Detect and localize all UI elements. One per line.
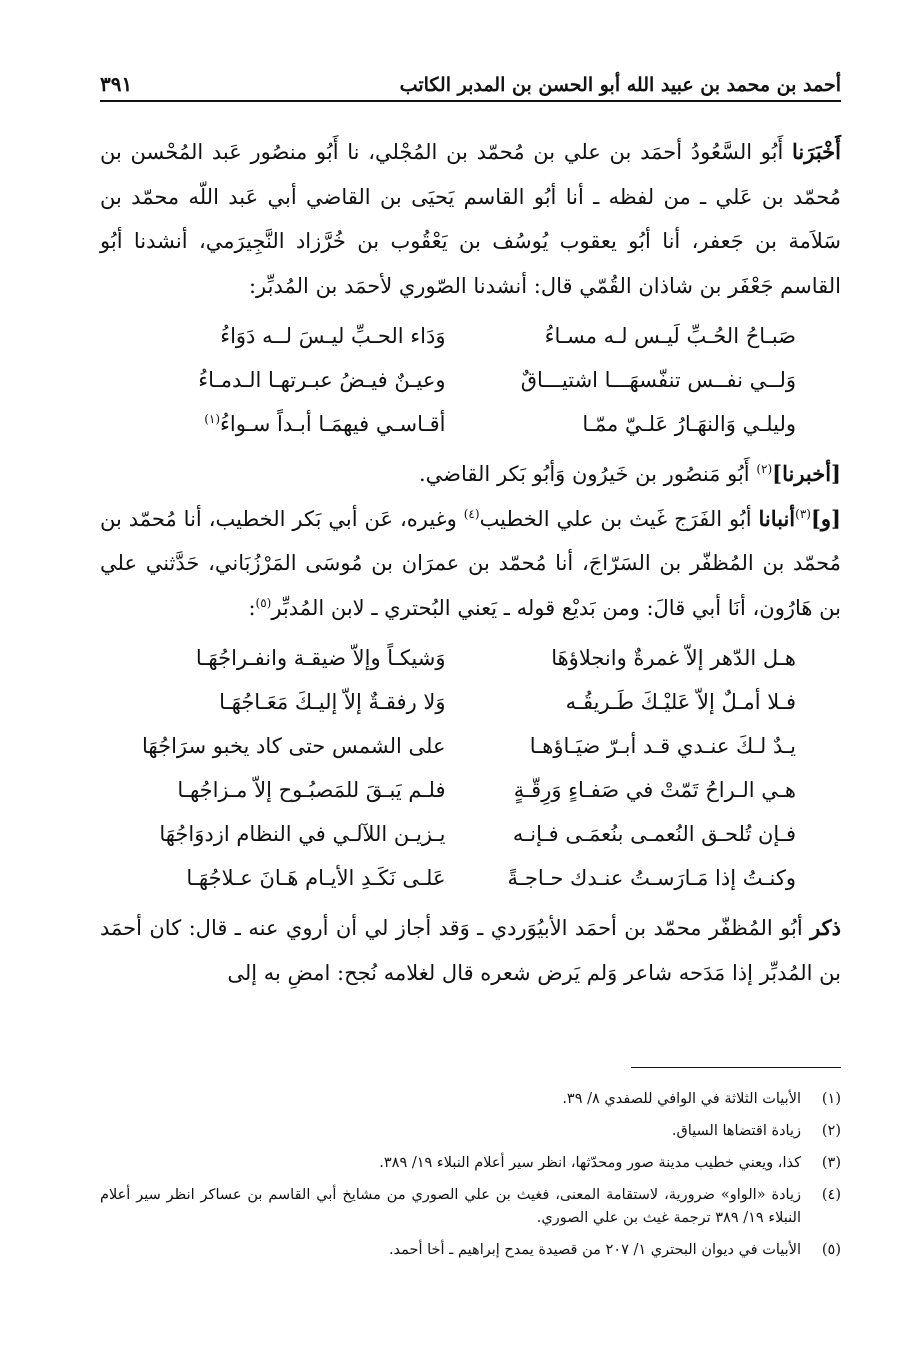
- footnote-divider: [631, 1067, 841, 1068]
- verse-first-hemistich: وَلــي نفــس تنفّسهَـــا اشتيـــاقٌ: [520, 368, 796, 392]
- footnote: [100, 1184, 841, 1230]
- footnote-text: الأبيات في ديوان البحتري ١/ ٢٠٧ من قصيدة يمدح إبراهيم ـ أخا أحمد.: [388, 1242, 801, 1258]
- verse-second-hemistich: وَدَاء الحـبِّ ليـسَ لــه دَوَاءُ: [220, 324, 446, 348]
- footnote-text: زيادة اقتضاها السياق.: [671, 1123, 801, 1139]
- verse-second-hemistich: وعيـنٌ فيـضُ عبـرتهـا الـدمـاءُ: [198, 368, 446, 392]
- verse-first-hemistich: يـدٌ لـكَ عنـدي قـد أبـرّ ضيَـاؤهـا: [529, 734, 796, 758]
- footnotes: [100, 1088, 841, 1271]
- footnote: [100, 1152, 841, 1175]
- footnote-text: كذا، ويعني خطيب مدينة صور ومحدّثها، انظر سير أعلام النبلاء ١٩/ ٣٨٩.: [379, 1155, 801, 1171]
- footnote-number: (١): [821, 1091, 841, 1107]
- footnote-number: (٤): [821, 1187, 841, 1203]
- paragraph-2: [100, 452, 841, 497]
- paragraph-3: [100, 497, 841, 631]
- footnote-marker: (٤): [463, 506, 480, 521]
- page-number: ٣٩١: [100, 72, 133, 96]
- verse-second-hemistich: وَشيكـاً وإلاّ ضيقـة وانفـراجُهَـا: [195, 646, 446, 670]
- poem-2: [100, 636, 841, 900]
- footnote-number: (٥): [821, 1242, 841, 1258]
- verse-second-hemistich: [135, 402, 446, 446]
- paragraph-1: [100, 130, 841, 308]
- footnote-marker: (٢): [756, 462, 773, 476]
- verse-second-hemistich: وَلا رفقـةٌ إلاّ إليـكَ مَعَـاجُهَـا: [219, 690, 446, 714]
- verse-second-hemistich: عَلـى نَكَـدِ الأيـام هَـانَ عـلاجُهَـا: [186, 866, 446, 890]
- paragraph-lead-word: ذكر: [810, 915, 841, 940]
- verse-first-hemistich: وليلـي وَالنهَـارُ عَلـيّ ممّـا: [582, 412, 796, 436]
- footnote-marker: (١): [204, 412, 221, 426]
- paragraph-4: [100, 906, 841, 995]
- main-text: [100, 130, 841, 995]
- paragraph-text: أبُو الفَرَج غَيث بن علي الخطيب: [479, 506, 759, 531]
- paragraph-text: أَبُو السَّعُودُ أحمَد بن علي بن مُحمّد بن المُجْلي، نا أَبُو منصُور عَبد المُحْسن بن مُحمّد بن عَلي ـ من لفظه ـ أنا أبُو القاسم يَحيَى بن القاضي أبي عَبد اللّه محمّد بن سَلاَمة بن جَعفر، أنا أبُو يعقوب يُوسُف بن يَعْقُوب بن خُرَّزاد النَّجِيرَمي، أنشدنا أبُو القاسم جَعْفَر بن شاذان القُمّي قال: أنشدنا الصّوري لأحمَد بن المُدبِّر:: [100, 140, 841, 298]
- footnote: [100, 1120, 841, 1143]
- verse-second-hemistich: يـزيـن اللآلـي في النظام ازدوَاجُهَا: [159, 822, 446, 846]
- footnote-text: الأبيات الثلاثة في الوافي للصفدي ٨/ ٣٩.: [562, 1091, 801, 1107]
- verse-first-hemistich: فـلا أمـلٌ إلاّ عَليْـكَ طَـريقُـه: [565, 690, 796, 714]
- verse-first-hemistich: فـإن تُلحـق النُعمـى بنُعمَـى فـإنـه: [512, 822, 796, 846]
- verse-first-hemistich: هـل الدّهر إلاّ غمرةٌ وانجلاؤهَا: [551, 646, 796, 670]
- paragraph-lead-word: [أخبرنا]: [772, 461, 841, 486]
- paragraph-text: :: [248, 595, 256, 620]
- poem-1: [100, 314, 841, 446]
- footnote-marker: (٥): [255, 595, 272, 610]
- footnote-text: زيادة «الواو» ضرورية، لاستقامة المعنى، فغيث بن علي الصوري من مشايخ أبي القاسم بن عساكر انظر سير أعلام النبلاء ١٩/ ٣٨٩ ترجمة غيث بن علي الصوري.: [100, 1187, 801, 1226]
- footnote-marker: (٣): [795, 506, 811, 521]
- verse-text: أقـاسـي فيهمَـا أبـداً سـواءُ: [220, 412, 446, 436]
- verse-second-hemistich: فلـم يَبـقَ للمَصبُـوح إلاّ مـزاجُهـا: [177, 778, 446, 802]
- footnote-number: (٢): [821, 1123, 841, 1139]
- paragraph-text: أبُو المُظفّر محمّد بن أحمَد الأبيُوَردي ـ وَقد أجاز لي أن أروي عنه ـ قال: كان أحمَد بن المُدبِّر إذا مَدَحه شاعر وَلم يَرض شعره قال لغلامه نُجح: امضِ به إلى: [100, 916, 841, 985]
- paragraph-lead-word: أنبانا: [758, 505, 796, 531]
- footnote: [100, 1088, 841, 1111]
- verse-first-hemistich: صَبـاحُ الحُـبِّ لَيـس لـه مسـاءُ: [544, 324, 796, 348]
- footnote: [100, 1239, 841, 1262]
- paragraph-text: وغيره، عَن أبي بَكر الخطيب، أنا مُحمّد بن مُحمّد بن المُظفّر بن السَرّاجَ، أنا مُحمّد بن عمرَان بن مُوسَى المَرْزُبَاني، حَدَّثني علي بن هَارُون، أنَا أبي قالَ: ومن بَديْع قوله ـ يَعني البُحتري ـ لابن المُدبِّر: [100, 506, 841, 620]
- header-title: أحمد بن محمد بن عبيد الله أبو الحسن بن المدبر الكاتب: [399, 74, 841, 96]
- footnote-number: (٣): [821, 1155, 841, 1171]
- verse-first-hemistich: وكنـتُ إذا مَـارَسـتُ عنـدك حـاجـةً: [507, 866, 796, 890]
- paragraph-prefix: [و]: [810, 505, 841, 531]
- paragraph-lead-word: أَخْبَرَنا: [792, 139, 841, 164]
- running-header: [100, 62, 841, 102]
- paragraph-text: أَبُو مَنصُور بن خَيرُون وَأبُو بَكر القاضي.: [419, 462, 757, 486]
- verse-first-hemistich: هـي الـراحُ تَمّتْ في صَفـاءٍ وَرِقّـةٍ: [513, 778, 796, 802]
- verse-second-hemistich: على الشمس حتى كاد يخبو سرَاجُهَا: [142, 734, 446, 758]
